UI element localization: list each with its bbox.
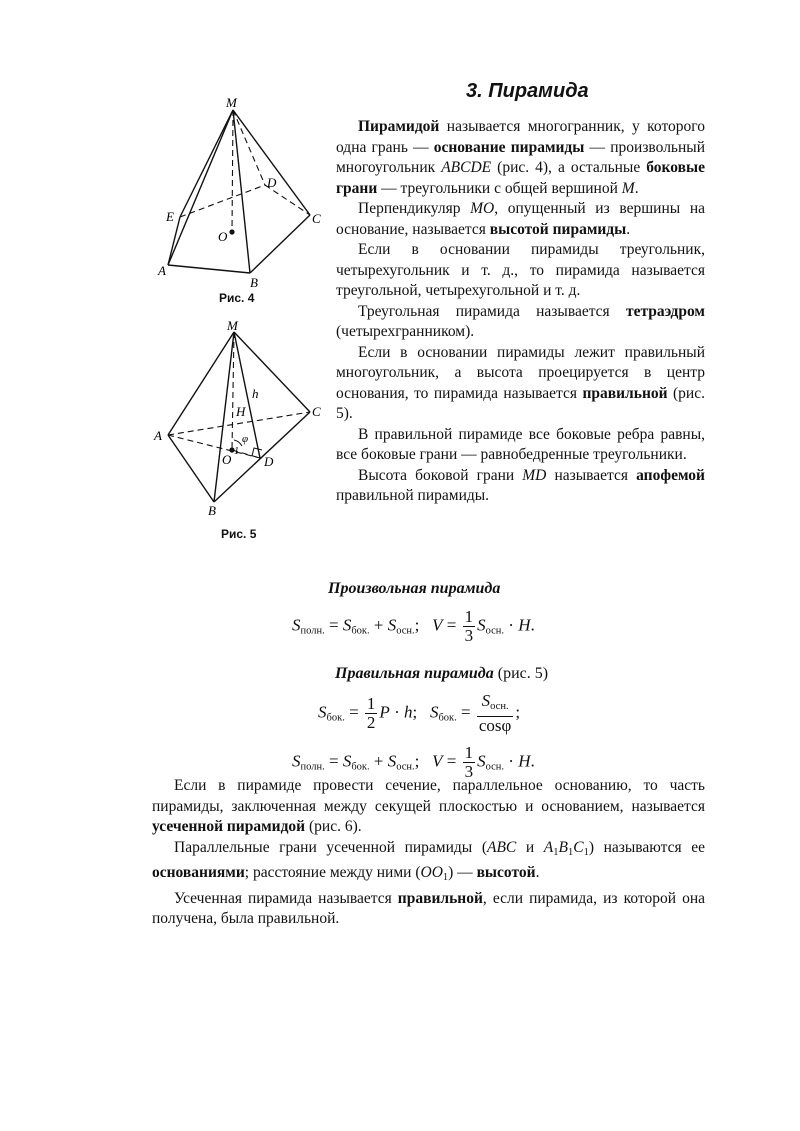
label-h-small: h [252,386,259,401]
right-column-text [336,117,705,507]
label-a: A [154,428,162,443]
label-m: M [227,318,238,333]
label-phi: φ [242,433,249,445]
paragraph-regular: Если в основании пирамиды лежит правильный многоугольник, а высота проецируется в центр основания, то пирамида называется правильной (рис. 5). [336,343,705,422]
figure-4-caption: Рис. 4 [219,291,255,305]
figure-5-regular-pyramid [150,318,330,518]
paragraph-tetrahedron: Треугольная пирамида называется тетраэдром (четырехгранником). [336,302,705,340]
label-o: O [218,229,228,244]
label-b: B [250,275,258,290]
formula-regular-side: $S_{бок.}$ = $\frac{1}{2}$ P · h; $S_{бок.}$ = $\frac{S_{осн.}}{\cos\varphi}$ ; [318,691,521,735]
paragraph-truncated-bases: Параллельные грани усеченной пирамиды (ABC и $A_1B_1C_1$) называются ее основаниями; расстояние между ними $(OO_1)$ — высотой. [152,838,705,883]
label-c: C [312,404,321,419]
label-o: O [222,452,232,467]
label-a: A [158,263,166,278]
paragraph-truncated: Если в пирамиде провести сечение, параллельное основанию, то часть пирамиды, заключенная между секущей плоскостью и основанием, называется усеченной пирамидой (рис. 6). [152,777,705,835]
point-o [229,229,234,234]
label-b: B [208,503,216,518]
heading-regular-pyramid: Правильная пирамида (рис. 5) [335,665,549,682]
paragraph-base-types: Если в основании пирамиды треугольник, четырехугольник и т. д., то пирамида называется треугольной, четырехугольной и т. д. [336,241,705,299]
label-h-big: H [236,404,246,419]
paragraph-definition: Пирамидой называется многогранник, у которого одна грань — основание пирамиды — произвольный многоугольник ABCDE (рис. 4), а остальные боковые грани — треугольники с общей вершиной M. [336,118,706,197]
label-d: D [267,175,277,190]
label-c: C [312,211,321,226]
paragraph-regular-properties: В правильной пирамиде все боковые ребра равны, все боковые грани — равнобедренные треугольники. [336,425,705,463]
label-one: 1 [234,446,239,457]
paragraph-height: Перпендикуляр MO, опущенный из вершины на основание, называется высотой пирамиды. [336,200,705,238]
section-title: 3. Пирамида [466,80,589,102]
label-d: D [264,454,274,469]
heading-arbitrary-pyramid: Произвольная пирамида [328,580,501,597]
figure-5-caption: Рис. 5 [221,527,257,541]
label-e: E [166,209,174,224]
lower-text [152,776,705,930]
label-m: M [226,95,237,110]
formula-arbitrary: $S_{полн.} = S_{бок.} + S_{осн.}$; V = $\frac{1}{3}$ $S_{осн.} \cdot H$. [292,607,535,645]
paragraph-apothem: Высота боковой грани MD называется апофемой правильной пирамиды. [336,466,705,504]
paragraph-truncated-regular: Усеченная пирамида называется правильной, если пирамида, из которой она получена, была правильной. [152,889,705,927]
formula-regular-full: $S_{полн.} = S_{бок.} + S_{осн.}$; V = $\frac{1}{3}$ $S_{осн.} \cdot H$. [292,743,535,781]
figure-4-pyramid [150,95,330,295]
